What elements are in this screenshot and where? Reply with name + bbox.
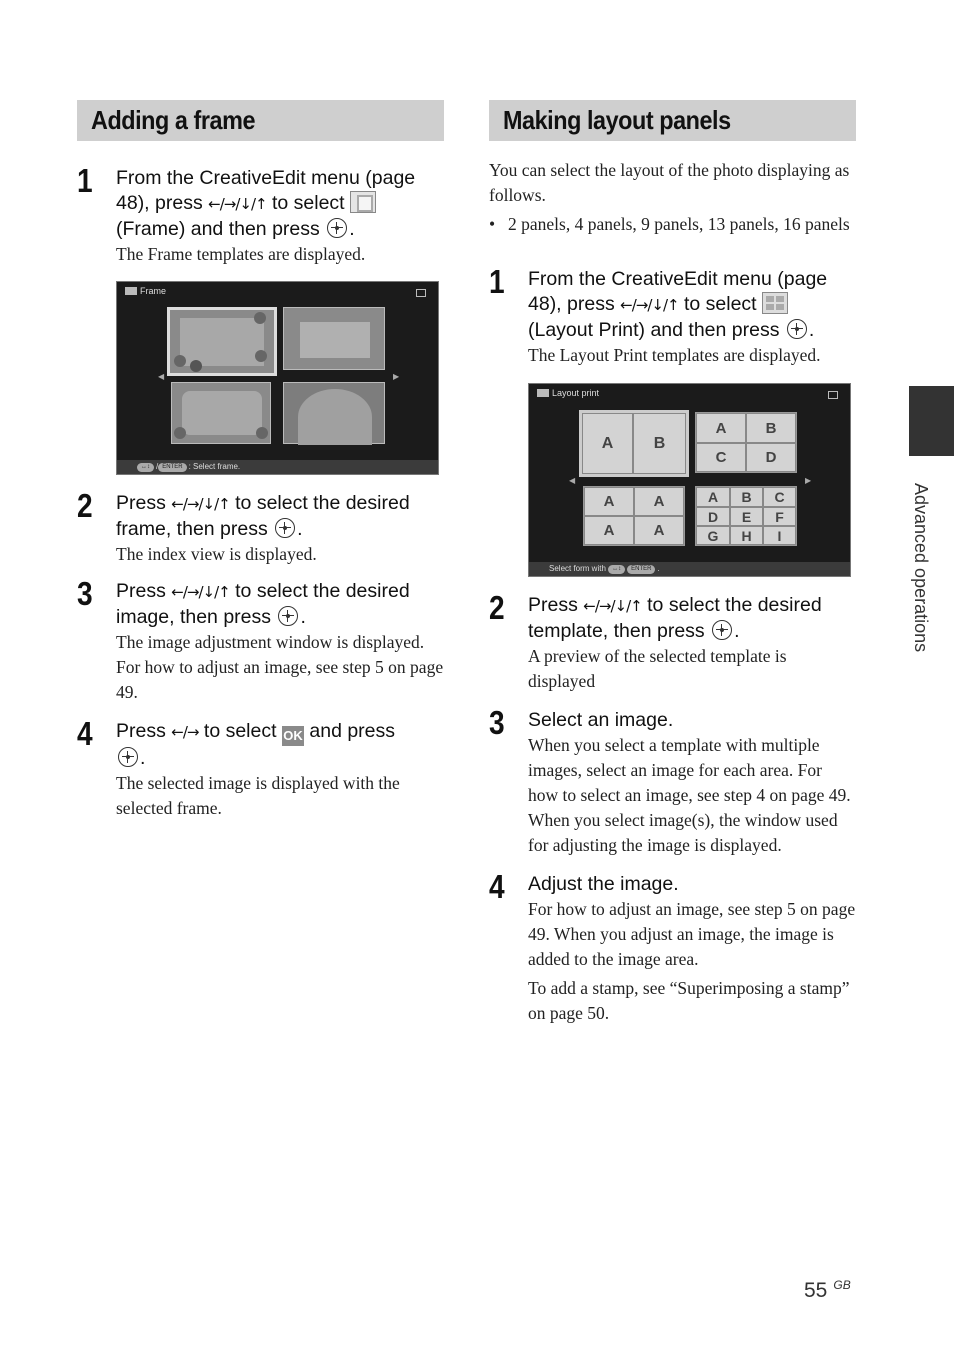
frame-screen [116, 281, 439, 475]
step-instruction: From the CreativeEdit menu (page 48), press ←/→/↓/↑ to select (Frame) and then press . [116, 167, 416, 240]
step-instruction: Press ←/→/↓/↑ to select the desired image, then press . [116, 580, 410, 628]
step-instruction: Select an image. [528, 709, 674, 731]
frame-mini-icon [125, 287, 137, 295]
panel-options-bullet: • 2 panels, 4 panels, 9 panels, 13 panels, 16 panels [489, 212, 856, 237]
enter-button-icon [275, 518, 295, 538]
step-description: The Frame templates are displayed. [116, 244, 366, 264]
step-number: 2 [489, 589, 505, 626]
layout-screen [528, 383, 851, 577]
step-description: When you select a template with multiple images, select an image for each area. For how to select an image, see step 4 on page 49. When you select image(s), the window used for adjusting the image is displayed. [528, 735, 851, 855]
layout-print-icon [762, 292, 788, 314]
chapter-label: Advanced operations [911, 483, 931, 653]
screen-footer: Select form with ↔↕ ENTER . [529, 562, 850, 576]
frame-step-1 [77, 162, 444, 475]
arrow-keys-icon: ←/→/↓/↑ [620, 296, 679, 314]
screen-title: Layout print [537, 388, 599, 398]
frame-step-4 [77, 715, 444, 821]
step-description: The image adjustment window is displayed. For how to adjust an image, see step 5 on page 49. [116, 632, 444, 702]
layout-9-panels[interactable]: A B C D E F G H I [695, 486, 797, 546]
enter-button-icon [712, 620, 732, 640]
step-description: The Layout Print templates are displayed. [528, 345, 821, 365]
step-instruction: Press ←/→ to select OK and press . [116, 720, 396, 769]
step-number: 4 [77, 715, 93, 752]
arrow-keys-icon: ←/→ [171, 723, 199, 741]
intro-text: You can select the layout of the photo displaying as follows. [489, 160, 850, 205]
step-number: 2 [77, 487, 93, 524]
layout-4-panels[interactable]: A B C D [695, 412, 797, 473]
left-arrow-icon: ◀ [569, 476, 576, 485]
section-adding-frame [77, 100, 444, 821]
step-instruction: From the CreativeEdit menu (page 48), press ←/→/↓/↑ to select (Layout Print) and then press . [528, 268, 828, 341]
step-description: For how to adjust an image, see step 5 on page 49. When you adjust an image, the image is added to the image area. [528, 899, 856, 969]
section-heading: Adding a frame [77, 100, 444, 141]
layout-2-panels[interactable]: A B [579, 410, 689, 477]
layout-step-3 [489, 704, 856, 858]
step-number: 3 [489, 704, 505, 741]
right-arrow-icon: ▶ [805, 476, 812, 485]
arrow-keys-icon: ←/→/↓/↑ [171, 495, 230, 513]
enter-button-icon [278, 606, 298, 626]
frame-thumb-4[interactable] [283, 382, 385, 444]
step-instruction: Press ←/→/↓/↑ to select the desired template, then press . [528, 594, 822, 642]
step-instruction: Press ←/→/↓/↑ to select the desired frame, then press . [116, 492, 410, 540]
frame-thumb-1[interactable] [167, 307, 277, 376]
frame-thumb-3[interactable] [171, 382, 271, 444]
left-arrow-icon: ◀ [158, 372, 165, 381]
screen-footer: ↔↕ / ENTER : Select frame. [117, 460, 438, 474]
page-number: 55 $^{GB}$ [804, 1278, 851, 1302]
arrow-keys-icon: ←/→/↓/↑ [583, 597, 642, 615]
step-number: 4 [489, 868, 505, 905]
frame-step-2 [77, 487, 444, 567]
arrow-keys-icon: ←/→/↓/↑ [171, 583, 230, 601]
step-number: 1 [77, 162, 93, 199]
layout-4-panels-same[interactable]: A A A A [583, 486, 685, 546]
layout-mini-icon [537, 389, 549, 397]
page-suffix: GB [833, 1278, 851, 1292]
section-layout-panels [489, 100, 856, 1026]
arrow-keys-icon: ←/→/↓/↑ [208, 195, 267, 213]
frame-icon [350, 191, 376, 213]
enter-button-icon [787, 319, 807, 339]
screen-title: Frame [125, 286, 166, 296]
enter-button-icon [118, 747, 138, 767]
return-icon [828, 391, 838, 399]
step-instruction: Adjust the image. [528, 873, 679, 895]
right-arrow-icon: ▶ [393, 372, 400, 381]
step-description-extra: To add a stamp, see “Superimposing a stamp” on page 50. [528, 978, 850, 1023]
section-heading: Making layout panels [489, 100, 856, 141]
enter-button-icon [327, 218, 347, 238]
step-description: A preview of the selected template is displayed [528, 646, 787, 691]
step-description: The index view is displayed. [116, 544, 317, 564]
frame-step-3 [77, 575, 444, 705]
ok-icon: OK [282, 726, 304, 746]
step-number: 3 [77, 575, 93, 612]
chapter-tab [909, 386, 954, 456]
layout-step-4 [489, 868, 856, 1026]
layout-step-1 [489, 263, 856, 368]
return-icon [416, 289, 426, 297]
step-description: The selected image is displayed with the selected frame. [116, 773, 400, 818]
step-number: 1 [489, 263, 505, 300]
frame-thumb-2[interactable] [283, 307, 385, 370]
layout-step-2 [489, 589, 856, 694]
